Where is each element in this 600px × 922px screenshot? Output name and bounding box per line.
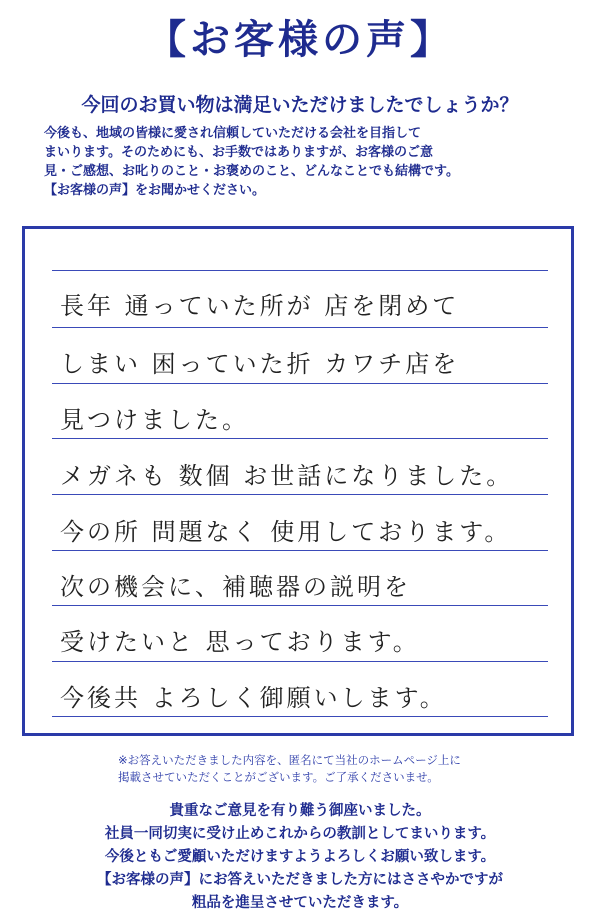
closing-line: 粗品を進呈させていただきます。 — [191, 895, 409, 911]
intro-line: 【お客様の声】をお聞かせください。 — [44, 183, 266, 198]
ruled-line — [52, 661, 548, 662]
comment-line: 受けたいと 思っております。 — [60, 628, 420, 656]
ruled-line — [52, 327, 548, 328]
comment-line: 見つけました。 — [60, 406, 249, 434]
comment-line: しまい 困っていた折 カワチ店を — [60, 350, 460, 378]
ruled-line — [52, 716, 548, 717]
intro-line: まいります。そのためにも、お手数ではありますが、お客様のご意 — [44, 145, 433, 160]
survey-question: 今回のお買い物は満足いただけましたでしょうか？ — [81, 94, 519, 116]
comment-line: 今後共 よろしく御願いします。 — [60, 684, 447, 712]
closing-message — [0, 800, 600, 915]
intro-text — [44, 124, 564, 200]
comment-line: 長年 通っていた所が 店を閉めて — [60, 292, 460, 320]
closing-line: 今後ともご愛顧いただけますようよろしくお願い致します。 — [104, 849, 496, 865]
closing-line: 【お客様の声】にお答えいただきました方にはささやかですが — [97, 872, 503, 888]
intro-line: 見・ご感想、お叱りのこと・お褒めのこと、どんなことでも結構です。 — [44, 164, 459, 179]
page-title: 【お客様の声】 — [146, 17, 454, 63]
notice-line: ※お答えいただきました内容を、匿名にて当社のホームページ上に — [118, 753, 461, 767]
comment-line: 次の機会に、補聴器の説明を — [60, 573, 411, 601]
comment-line: メガネも 数個 お世話になりました。 — [60, 462, 514, 490]
ruled-line — [52, 270, 548, 271]
intro-line: 今後も、地域の皆様に愛され信頼していただける会社を目指して — [44, 126, 422, 141]
publication-notice — [118, 752, 538, 786]
ruled-line — [52, 605, 548, 606]
closing-line: 社員一同切実に受け止めこれからの教訓としてまいります。 — [104, 826, 496, 842]
comment-line: 今の所 問題なく 使用しております。 — [60, 518, 512, 546]
ruled-line — [52, 550, 548, 551]
closing-line: 貴重なご意見を有り難う御座いました。 — [169, 803, 431, 819]
ruled-line — [52, 438, 548, 439]
notice-line: 掲載させていただくことがございます。ご了承くださいませ。 — [118, 770, 439, 784]
ruled-line — [52, 383, 548, 384]
ruled-line — [52, 494, 548, 495]
